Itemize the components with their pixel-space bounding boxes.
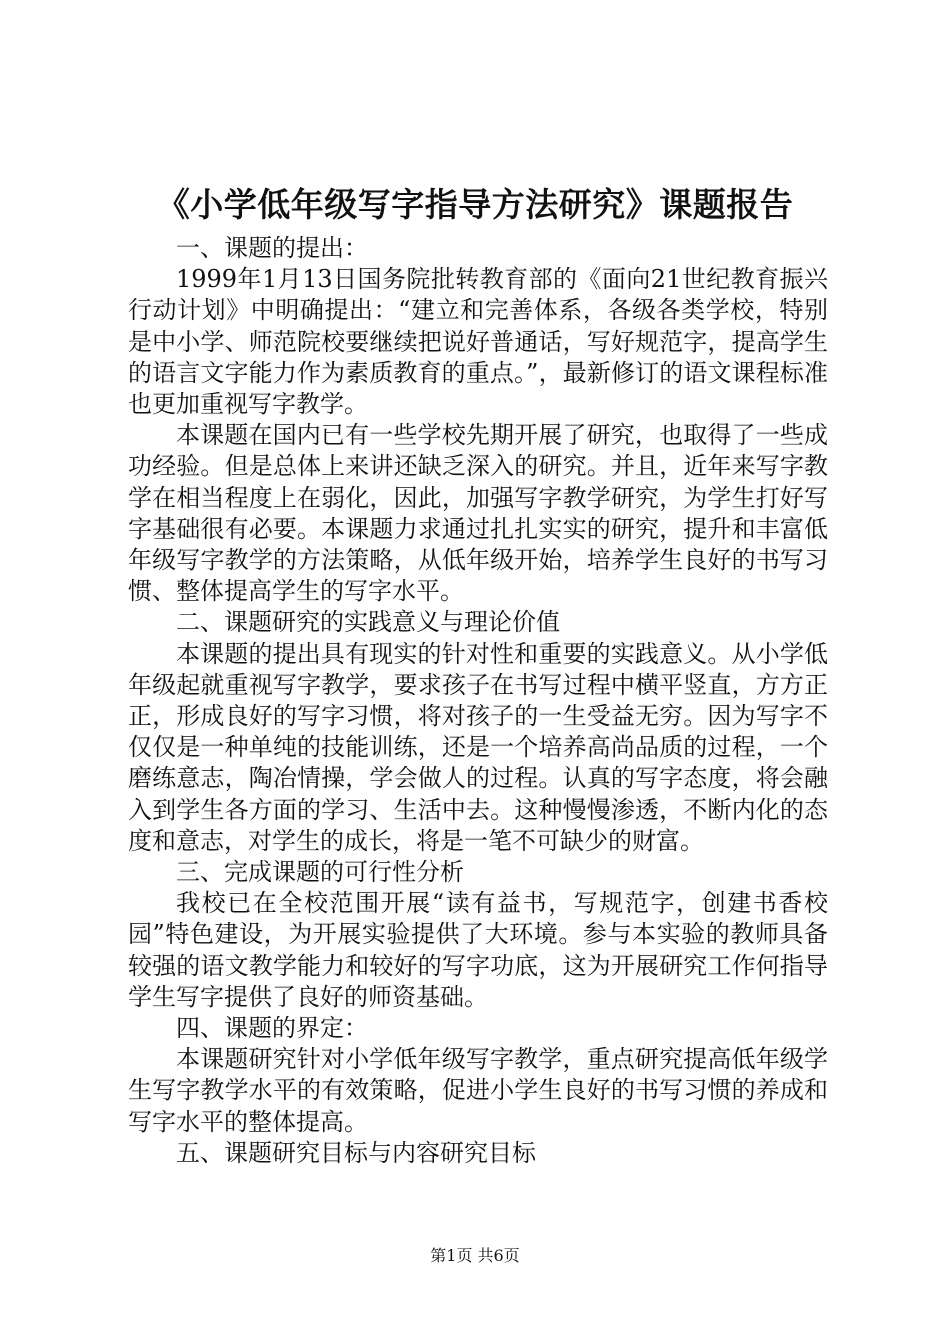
body-paragraph: 本课题的提出具有现实的针对性和重要的实践意义。从小学低年级起就重视写字教学，要求孩子在书写过程中横平竖直，方方正正，形成良好的写字习惯，将对孩子的一生受益无穷。因为写字不仅仅是一种单纯的技能训练，还是一个培养高尚品质的过程，一个磨练意志，陶冶情操，学会做人的过程。认真的写字态度，将会融入到学生各方面的学习、生活中去。这种慢慢渗透，不断内化的态度和意志，对学生的成长，将是一笔不可缺少的财富。 — [128, 639, 828, 855]
document-body — [128, 233, 828, 1169]
document-title: 《小学低年级写字指导方法研究》课题报告 — [156, 185, 794, 224]
body-paragraph: 我校已在全校范围开展“读有益书，写规范字，创建书香校园”特色建设，为开展实验提供了大环境。参与本实验的教师具备较强的语文教学能力和较好的写字功底，这为开展研究工作何指导学生写字提供了良好的师资基础。 — [128, 889, 828, 1011]
body-paragraph: 本课题研究针对小学低年级写字教学，重点研究提高低年级学生写字教学水平的有效策略，促进小学生良好的书写习惯的养成和写字水平的整体提高。 — [128, 1045, 828, 1136]
section-heading: 五、课题研究目标与内容研究目标 — [176, 1138, 536, 1167]
body-paragraph: 本课题在国内已有一些学校先期开展了研究，也取得了一些成功经验。但是总体上来讲还缺乏深入的研究。并且，近年来写字教学在相当程度上在弱化，因此，加强写字教学研究，为学生打好写字基础很有必要。本课题力求通过扎扎实实的研究，提升和丰富低年级写字教学的方法策略，从低年级开始，培养学生良好的书写习惯、整体提高学生的写字水平。 — [128, 421, 828, 606]
body-paragraph: 1999年1月13日国务院批转教育部的《面向21世纪教育振兴行动计划》中明确提出：“建立和完善体系，各级各类学校，特别是中小学、师范院校要继续把说好普通话，写好规范字，提高学生的语言文字能力作为素质教育的重点。”，最新修订的语文课程标准也更加重视写字教学。 — [128, 265, 828, 419]
section-heading: 四、课题的界定： — [176, 1014, 368, 1043]
section-heading: 一、课题的提出： — [176, 234, 368, 262]
section-heading: 二、课题研究的实践意义与理论价值 — [176, 608, 560, 637]
page-footer: 第1页 共6页 — [430, 1246, 520, 1265]
section-heading: 三、完成课题的可行性分析 — [176, 858, 464, 887]
